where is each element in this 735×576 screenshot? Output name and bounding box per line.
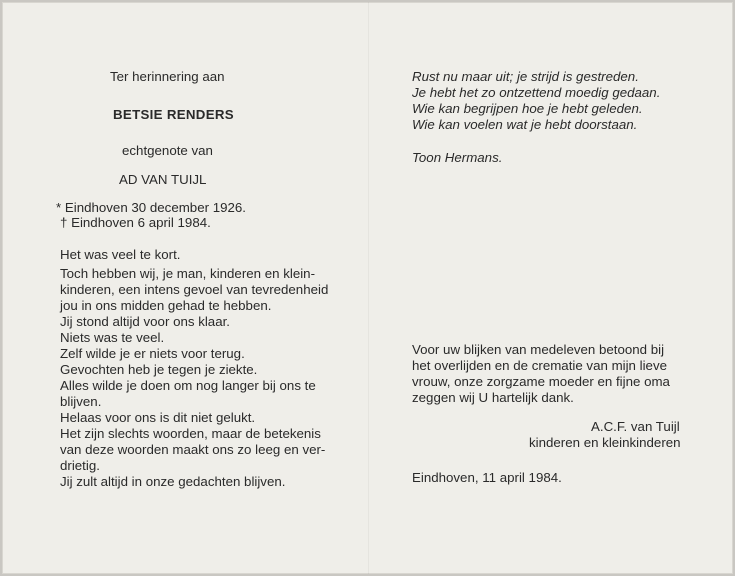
poem-line: kinderen, een intens gevoel van tevredenheid [60,282,329,297]
poem-line: Toch hebben wij, je man, kinderen en klein- [60,266,316,281]
poem-line: blijven. [60,394,102,409]
verse-line: Rust nu maar uit; je strijd is gestreden. [412,69,639,84]
poem-line: Gevochten heb je tegen je ziekte. [60,362,258,377]
thanks-line: vrouw, onze zorgzame moeder en fijne oma [412,374,670,389]
poem-line: van deze woorden maakt ons zo leeg en ver- [60,442,326,457]
thanks-line: Voor uw blijken van medeleven betoond bij [412,342,665,357]
intro-line: Ter herinnering aan [110,69,225,84]
spouse-name: AD VAN TUIJL [119,172,207,187]
poem-line: Jij stond altijd voor ons klaar. [60,314,230,329]
thanks-line: zeggen wij U hartelijk dank. [412,390,574,405]
poem-line: jou in ons midden gehad te hebben. [60,298,272,313]
signature-family: kinderen en kleinkinderen [529,435,681,450]
place-date: Eindhoven, 11 april 1984. [412,470,562,485]
verse-line: Wie kan voelen wat je hebt doorstaan. [412,117,638,132]
poem-line: Het was veel te kort. [60,247,181,262]
relation-line: echtgenote van [122,143,213,158]
memorial-card [2,2,733,574]
verse-line: Wie kan begrijpen hoe je hebt geleden. [412,101,643,116]
death-line: † Eindhoven 6 april 1984. [60,215,211,230]
signature-name: A.C.F. van Tuijl [591,419,680,434]
deceased-name: BETSIE RENDERS [113,107,234,122]
verse-line: Je hebt het zo ontzettend moedig gedaan. [412,85,661,100]
poem-line: drietig. [60,458,100,473]
poem-line: Jij zult altijd in onze gedachten blijven. [60,474,286,489]
thanks-line: het overlijden en de crematie van mijn lieve [412,358,667,373]
poem-line: Helaas voor ons is dit niet gelukt. [60,410,256,425]
poem-line: Alles wilde je doen om nog langer bij ons te [60,378,316,393]
poem-line: Zelf wilde je er niets voor terug. [60,346,245,361]
poem-line: Niets was te veel. [60,330,165,345]
verse-author: Toon Hermans. [412,150,503,165]
card-fold [368,2,369,574]
birth-line: * Eindhoven 30 december 1926. [56,200,246,215]
poem-line: Het zijn slechts woorden, maar de betekenis [60,426,321,441]
